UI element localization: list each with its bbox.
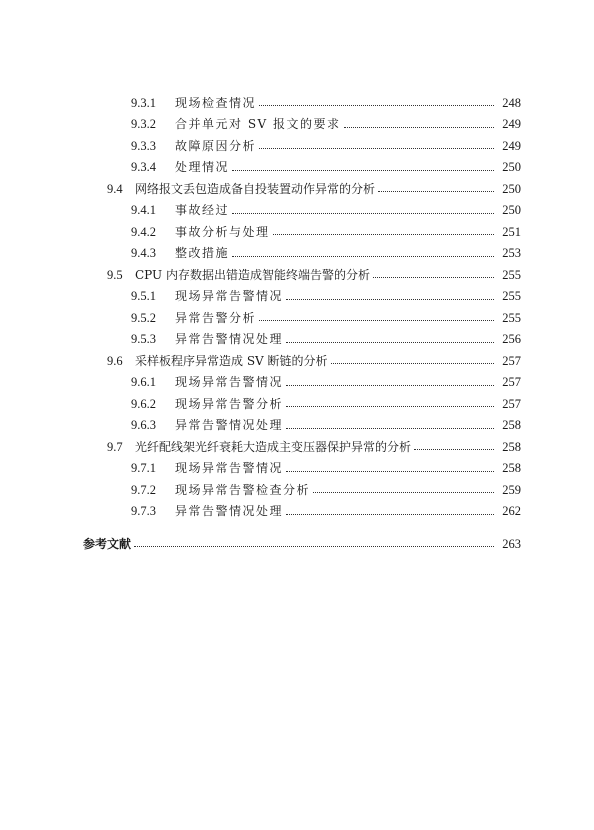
toc-entry-title: 现场检查情况 [175, 95, 257, 110]
toc-entry-title: 异常告警分析 [175, 310, 257, 325]
dot-leader [286, 514, 494, 515]
toc-entry-title: 处理情况 [175, 160, 230, 175]
toc-entry-page: 257 [502, 375, 521, 389]
toc-entry-page: 251 [502, 224, 521, 239]
toc-entry-number: 9.3.1 [131, 95, 156, 110]
toc-entry-page: 258 [502, 418, 521, 432]
toc-entry-number: 9.6.3 [131, 418, 156, 432]
dot-leader [313, 492, 494, 493]
toc-entry-title: 异常告警情况处理 [175, 418, 284, 433]
toc-entry[interactable] [0, 329, 594, 351]
toc-entry[interactable] [0, 393, 594, 415]
toc-entry-page: 250 [502, 181, 521, 196]
toc-entry-page: 258 [502, 439, 521, 454]
dot-leader [286, 385, 494, 386]
toc-entry-number: 9.5.3 [131, 332, 156, 346]
dot-leader [259, 320, 494, 321]
toc-entry-number: 9.7.3 [131, 504, 156, 518]
toc-entry[interactable] [0, 200, 594, 222]
toc-entry-page: 249 [502, 138, 521, 153]
toc-entry-page: 248 [502, 95, 521, 110]
dot-leader [378, 191, 494, 192]
toc-entry-title: 网络报文丢包造成备自投装置动作异常的分析 [135, 181, 376, 196]
dot-leader [414, 449, 494, 450]
toc-entry-title: CPU 内存数据出错造成智能终端告警的分析 [135, 267, 370, 282]
toc-entry-title: 异常告警情况处理 [175, 504, 284, 519]
toc-entry[interactable] [0, 114, 594, 136]
toc-entry-number: 9.4.2 [131, 224, 156, 239]
dot-leader [373, 277, 494, 278]
toc-entry-number: 9.4.3 [131, 246, 156, 260]
toc-entry-number: 9.3.3 [131, 138, 156, 153]
toc-entry-title: 现场异常告警情况 [175, 289, 284, 304]
toc-entry-number: 9.4.1 [131, 203, 156, 217]
toc-entry[interactable] [0, 157, 594, 179]
toc-entry[interactable] [0, 458, 594, 480]
toc-entry-title: 现场异常告警分析 [175, 396, 284, 411]
dot-leader [232, 213, 494, 214]
toc-entry-number: 9.3.2 [131, 117, 156, 131]
toc-entry-page: 262 [502, 504, 521, 518]
toc-entry[interactable] [0, 307, 594, 329]
toc-entry-page: 250 [502, 203, 521, 217]
toc-entry-title: 现场异常告警检查分析 [175, 482, 311, 497]
toc-entry[interactable] [0, 221, 594, 243]
toc-entry-title: 参考文献 [83, 536, 132, 551]
toc-entry-page: 259 [502, 482, 521, 497]
dot-leader [273, 234, 494, 235]
toc-entry[interactable] [0, 533, 594, 555]
toc-entry-title: 采样板程序异常造成 SV 断链的分析 [135, 353, 328, 368]
dot-leader [344, 127, 494, 128]
toc-entry-number: 9.6.2 [131, 396, 156, 411]
toc-entry-title: 现场异常告警情况 [175, 461, 284, 476]
dot-leader [286, 428, 494, 429]
dot-leader [232, 170, 494, 171]
toc-entry-page: 253 [502, 246, 521, 260]
toc-entry-page: 263 [502, 536, 521, 551]
toc-entry-page: 257 [502, 396, 521, 411]
toc-entry[interactable] [0, 135, 594, 157]
toc-entry[interactable] [0, 479, 594, 501]
dot-leader [286, 406, 494, 407]
toc-entry-title: 事故分析与处理 [175, 224, 270, 239]
toc-entry[interactable] [0, 286, 594, 308]
dot-leader [232, 256, 494, 257]
toc-entry-number: 9.7.2 [131, 482, 156, 497]
toc-entry[interactable] [0, 415, 594, 437]
toc-entry-page: 255 [502, 267, 521, 282]
toc-entry-title: 整改措施 [175, 246, 230, 261]
toc-entry-page: 256 [502, 332, 521, 346]
dot-leader [286, 342, 494, 343]
toc-entry-page: 258 [502, 461, 521, 475]
toc-entry[interactable] [0, 92, 594, 114]
toc-entry-number: 9.5.1 [131, 289, 156, 303]
toc-entry-title: 合并单元对 SV 报文的要求 [175, 117, 341, 132]
toc-entry-title: 故障原因分析 [175, 138, 257, 153]
toc-entry-number: 9.5.2 [131, 310, 156, 325]
dot-leader [331, 363, 494, 364]
toc-entry[interactable] [0, 178, 594, 200]
toc-entry-page: 257 [502, 353, 521, 368]
toc-entry[interactable] [0, 350, 594, 372]
toc-entry[interactable] [0, 501, 594, 523]
toc-entry-page: 250 [502, 160, 521, 174]
dot-leader [286, 471, 494, 472]
toc-entry[interactable] [0, 264, 594, 286]
toc-entry[interactable] [0, 243, 594, 265]
dot-leader [134, 546, 494, 547]
toc-entry[interactable] [0, 372, 594, 394]
toc-entry-number: 9.6 [107, 353, 123, 368]
toc-entry-number: 9.7.1 [131, 461, 156, 475]
dot-leader [286, 299, 494, 300]
table-of-contents [0, 92, 594, 555]
toc-entry-number: 9.7 [107, 439, 123, 454]
toc-entry-title: 现场异常告警情况 [175, 375, 284, 390]
toc-entry-title: 事故经过 [175, 203, 230, 218]
dot-leader [259, 148, 494, 149]
toc-entry-page: 255 [502, 289, 521, 303]
toc-entry-number: 9.4 [107, 181, 123, 196]
toc-entry-number: 9.3.4 [131, 160, 156, 174]
toc-entry[interactable] [0, 436, 594, 458]
toc-entry-title: 光纤配线架光纤衰耗大造成主变压器保护异常的分析 [135, 439, 412, 454]
toc-entry-page: 255 [502, 310, 521, 325]
toc-entry-title: 异常告警情况处理 [175, 332, 284, 347]
toc-entry-number: 9.5 [107, 267, 123, 282]
dot-leader [259, 105, 494, 106]
toc-entry-page: 249 [502, 117, 521, 131]
toc-entry-number: 9.6.1 [131, 375, 156, 389]
